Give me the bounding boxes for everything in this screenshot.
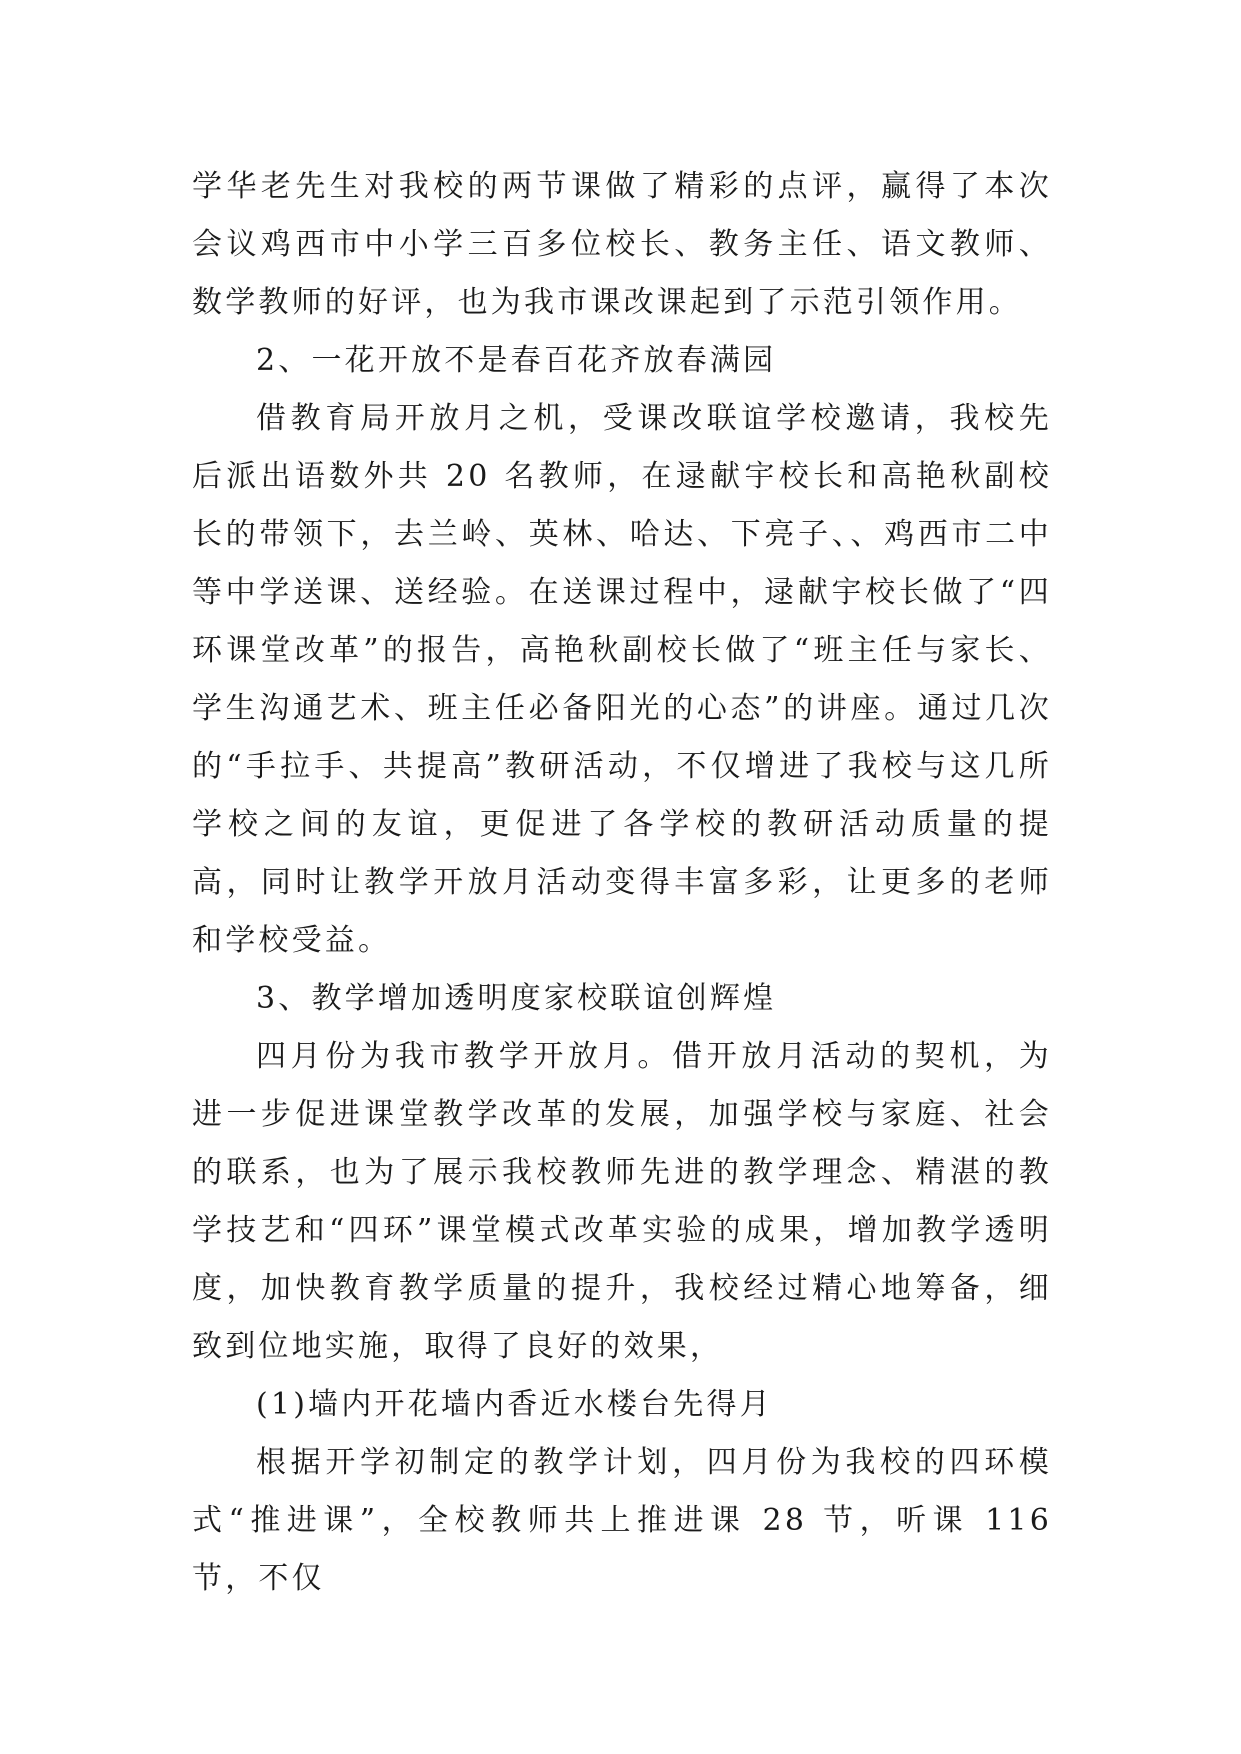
paragraph-open-month-exchange: 借教育局开放月之机，受课改联谊学校邀请，我校先后派出语数外共 20 名教师，在逯献宇校长和高艳秋副校长的带领下，去兰岭、英林、哈达、下亮子、、鸡西市二中等中学送课、送经验。在送课过程中，逯献宇校长做了“四环课堂改革”的报告，高艳秋副校长做了“班主任与家长、学生沟通艺术、班主任必备阳光的心态”的讲座。通过几次的“手拉手、共提高”教研活动，不仅增进了我校与这几所学校之间的友谊，更促进了各学校的教研活动质量的提高，同时让教学开放月活动变得丰富多彩，让更多的老师和学校受益。	[192, 401, 1052, 958]
paragraph-teaching-plan: 根据开学初制定的教学计划，四月份为我校的四环模式“推进课”，全校教师共上推进课 28 节，听课 116 节，不仅	[192, 1445, 1052, 1596]
section-heading-2: 2、一花开放不是春百花齐放春满园	[256, 343, 777, 378]
section-heading-3: 3、教学增加透明度家校联谊创辉煌	[256, 981, 777, 1016]
subsection-heading-1: (1)墙内开花墙内香近水楼台先得月	[256, 1387, 773, 1422]
paragraph-teaching-open-month: 四月份为我市教学开放月。借开放月活动的契机，为进一步促进课堂教学改革的发展，加强学校与家庭、社会的联系，也为了展示我校教师先进的教学理念、精湛的教学技艺和“四环”课堂模式改革实验的成果，增加教学透明度，加快教育教学质量的提升，我校经过精心地筹备，细致到位地实施，取得了良好的效果，	[192, 1039, 1052, 1364]
document-body	[192, 158, 1052, 1608]
paragraph-continuation: 学华老先生对我校的两节课做了精彩的点评，赢得了本次会议鸡西市中小学三百多位校长、教务主任、语文教师、数学教师的好评，也为我市课改课起到了示范引领作用。	[192, 169, 1052, 320]
